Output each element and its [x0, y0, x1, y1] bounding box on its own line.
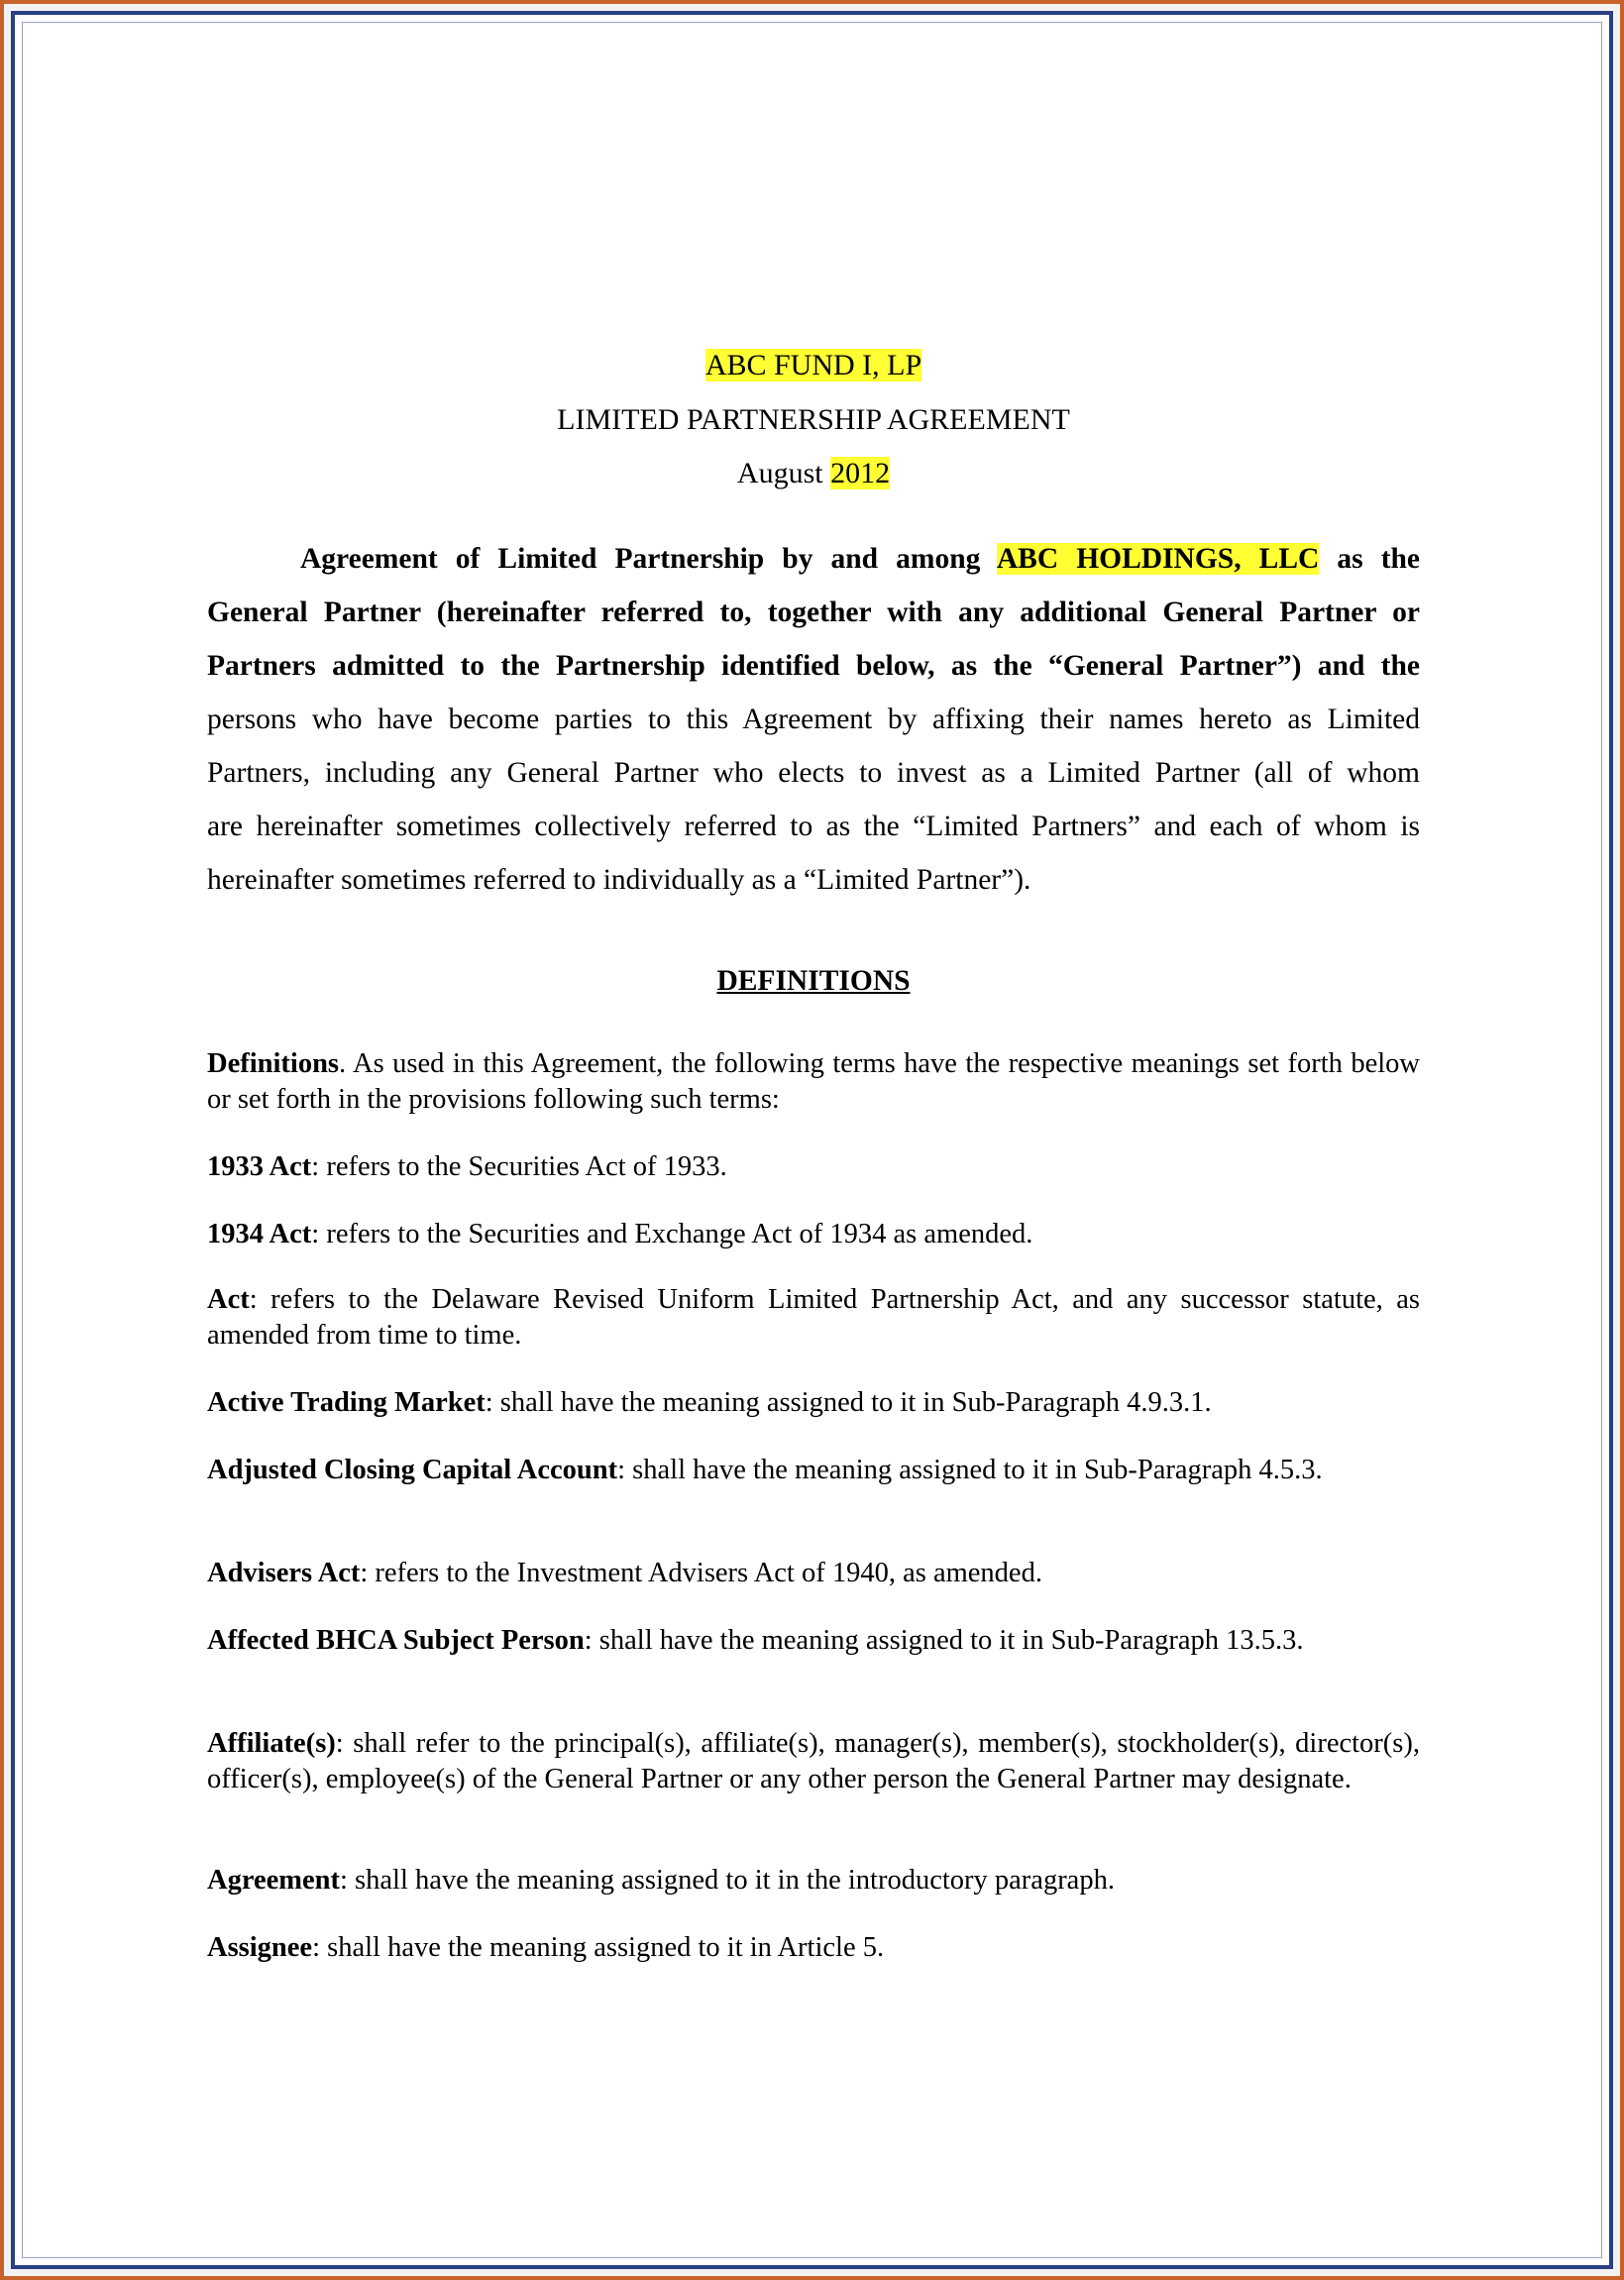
- definition-term: Assignee: [207, 1932, 313, 1963]
- date-year: 2012: [830, 457, 891, 489]
- definition-term: Affected BHCA Subject Person: [207, 1625, 585, 1656]
- definition-item: [207, 1217, 1420, 1252]
- definition-text: shall have the meaning assigned to it in Sub-Paragraph 4.9.3.1.: [492, 1387, 1212, 1418]
- definition-item: [207, 1046, 1420, 1118]
- intro-line-1-suffix: as the: [1337, 543, 1421, 575]
- agreement-title: LIMITED PARTNERSHIP AGREEMENT: [557, 403, 1070, 436]
- definition-term: Adjusted Closing Capital Account: [207, 1455, 618, 1485]
- definition-text: shall have the meaning assigned to it in Sub-Paragraph 13.5.3.: [592, 1625, 1304, 1656]
- definition-separator: :: [584, 1625, 593, 1656]
- intro-paragraph: [207, 532, 1420, 907]
- definition-term: 1933 Act: [207, 1151, 312, 1182]
- definition-item: [207, 1930, 1420, 1966]
- definition-term: 1934 Act: [207, 1219, 312, 1249]
- date-month: August: [736, 457, 823, 489]
- agreement-date: [207, 457, 1420, 490]
- definition-term: Affiliate(s): [207, 1728, 336, 1759]
- intro-line-2: General Partner (hereinafter referred to, together with any additional General Partner or: [207, 597, 1420, 628]
- definition-text: refers to the Delaware Revised Uniform Limited Partnership Act, and any successor statute, as amended from time to time.: [207, 1284, 1420, 1351]
- definition-text: shall have the meaning assigned to it in Sub-Paragraph 4.5.3.: [625, 1455, 1323, 1485]
- intro-line-3: Partners admitted to the Partnership identified below, as the “General Partner”) and the: [207, 650, 1420, 682]
- intro-line-1: [207, 532, 1420, 586]
- definition-text: refers to the Investment Advisers Act of 1940, as amended.: [368, 1558, 1042, 1588]
- definition-term: Agreement: [207, 1865, 340, 1896]
- definition-separator: :: [311, 1219, 320, 1249]
- definition-separator: :: [312, 1932, 321, 1963]
- definition-item: [207, 1149, 1420, 1185]
- definition-separator: :: [340, 1865, 348, 1896]
- definition-text: shall have the meaning assigned to it in Article 5.: [320, 1932, 885, 1963]
- definition-separator: :: [485, 1387, 493, 1418]
- definition-term: Active Trading Market: [207, 1387, 486, 1418]
- fund-name-title: [207, 349, 1420, 382]
- definition-text: shall refer to the principal(s), affiliate(s), manager(s), member(s), stockholder(s), director(s), officer(s), employee(s) of the General Partner or any other person the General Partner may designate.: [207, 1728, 1420, 1794]
- definition-separator: .: [339, 1048, 347, 1079]
- intro-line-4: persons who have become parties to this Agreement by affixing their names hereto as Limited: [207, 704, 1420, 735]
- document-page: [207, 0, 1420, 2280]
- definition-separator: :: [360, 1558, 369, 1588]
- definition-separator: :: [335, 1728, 344, 1759]
- definition-item: [207, 1385, 1420, 1421]
- definition-text: refers to the Securities and Exchange Act of 1934 as amended.: [319, 1219, 1033, 1249]
- definition-item: [207, 1282, 1420, 1354]
- definition-item: [207, 1623, 1420, 1659]
- intro-line-5: Partners, including any General Partner who elects to invest as a Limited Partner (all of whom: [207, 757, 1420, 789]
- definition-text: shall have the meaning assigned to it in the introductory paragraph.: [347, 1865, 1115, 1896]
- definition-item: [207, 1556, 1420, 1591]
- definition-text: refers to the Securities Act of 1933.: [319, 1151, 727, 1182]
- definition-text: As used in this Agreement, the following terms have the respective meanings set forth below or set forth in the provisions following such terms:: [207, 1048, 1420, 1115]
- definition-separator: :: [617, 1455, 626, 1485]
- definition-item: [207, 1863, 1420, 1899]
- intro-line-7: hereinafter sometimes referred to individually as a “Limited Partner”).: [207, 864, 1031, 896]
- definition-item: [207, 1726, 1420, 1797]
- definition-item: [207, 1453, 1420, 1488]
- general-partner-name: ABC HOLDINGS, LLC: [996, 543, 1320, 575]
- definition-term: Advisers Act: [207, 1558, 361, 1588]
- intro-line-6: are hereinafter sometimes collectively referred to as the “Limited Partners” and each of whom is: [207, 811, 1420, 842]
- definition-term: Definitions: [207, 1048, 340, 1079]
- definition-separator: :: [311, 1151, 320, 1182]
- definition-term: Act: [207, 1284, 250, 1315]
- intro-line-1-prefix: Agreement of Limited Partnership by and among: [300, 543, 981, 575]
- definitions-heading: DEFINITIONS: [716, 965, 911, 997]
- fund-name: ABC FUND I, LP: [704, 349, 922, 381]
- definition-separator: :: [249, 1284, 258, 1315]
